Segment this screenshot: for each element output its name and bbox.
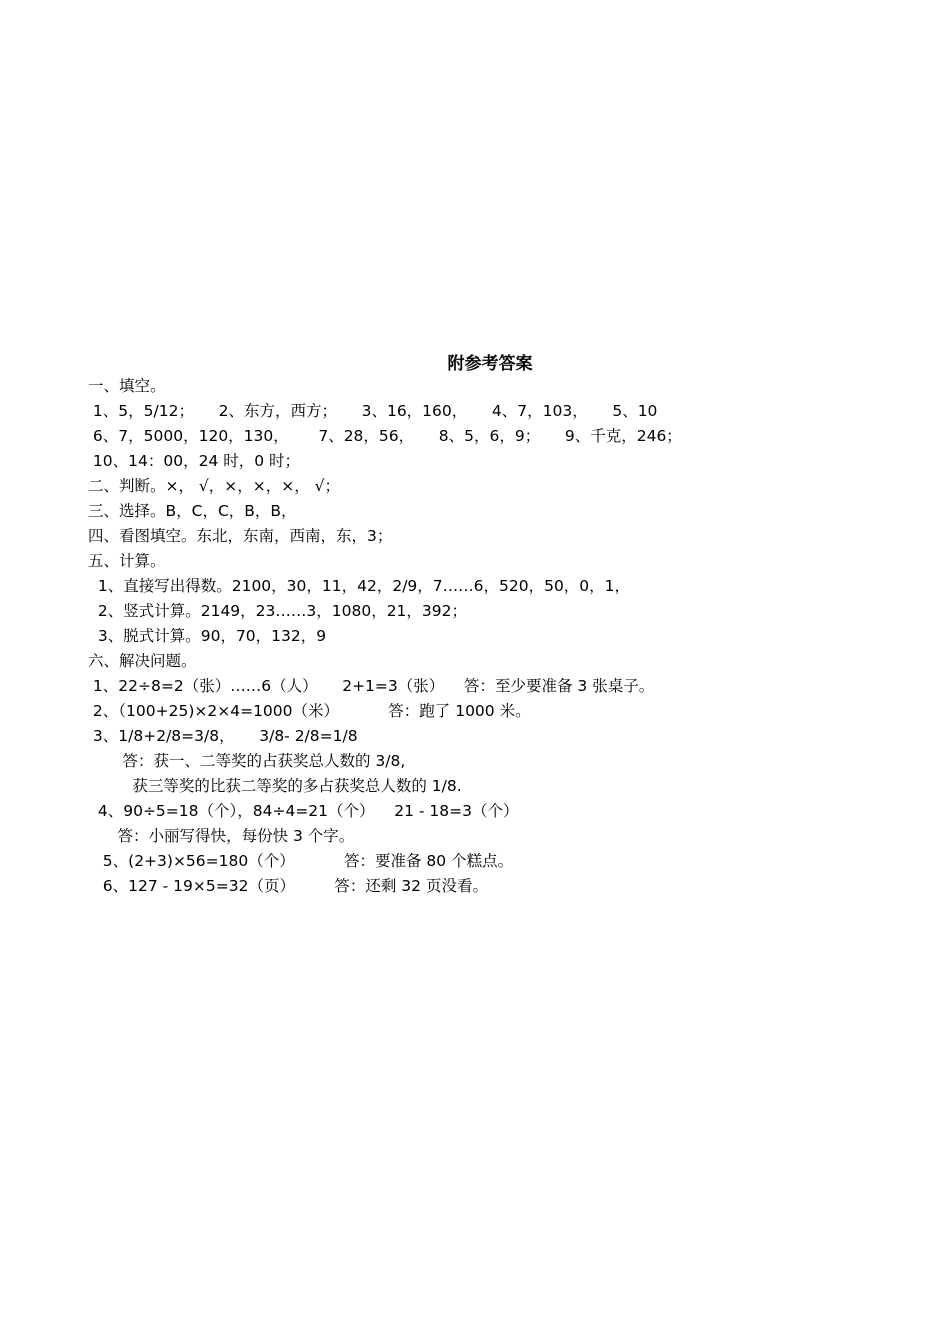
problem-4-answer: 答：小丽写得快，每份快 3 个字。 [88,827,355,845]
section-judge-answers: 二、判断。×， √，×，×，×， √； [88,477,341,495]
problem-3-answer-1: 答：获一、二等奖的占获奖总人数的 3/8, [88,752,406,770]
problem-2: 2、（100+25)×2×4=1000（米） 答：跑了 1000 米。 [88,702,531,720]
problem-3: 3、1/8+2/8=3/8， 3/8- 2/8=1/8 [88,727,358,745]
fill-blank-answers-1: 1、5，5/12； 2、东方，西方； 3、16，160， 4、7，103， 5、10 [88,402,658,420]
fill-blank-answers-2: 6、7，5000，120，130， 7、28，56， 8、5，6，9； 9、千克，246； [88,427,682,445]
calculation-direct: 1、直接写出得数。2100，30，11，42，2/9，7……6，520，50，0，1， [88,577,631,595]
problem-4: 4、90÷5=18（个），84÷4=21（个） 21 - 18=3（个） [88,802,519,820]
calculation-vertical: 2、竖式计算。2149，23……3，1080，21，392； [88,602,468,620]
problem-6: 6、127 - 19×5=32（页） 答：还剩 32 页没看。 [88,877,488,895]
problem-1: 1、22÷8=2（张）……6（人） 2+1=3（张） 答：至少要准备 3 张桌子。 [88,677,655,695]
problem-3-answer-2: 获三等奖的比获二等奖的多占获奖总人数的 1/8. [88,777,462,795]
section-calculation-heading: 五、计算。 [88,552,166,570]
calculation-stepwise: 3、脱式计算。90，70，132，9 [88,627,327,645]
problem-5: 5、(2+3)×56=180（个） 答：要准备 80 个糕点。 [88,852,514,870]
section-fill-blank-heading: 一、填空。 [88,377,166,395]
section-picture-answers: 四、看图填空。东北，东南，西南，东，3； [88,527,393,545]
page-title: 附参考答案 [447,354,533,374]
section-choice-answers: 三、选择。B，C，C，B，B， [88,502,297,520]
section-problems-heading: 六、解决问题。 [88,652,197,670]
fill-blank-answers-3: 10、14：00，24 时，0 时； [88,452,301,470]
